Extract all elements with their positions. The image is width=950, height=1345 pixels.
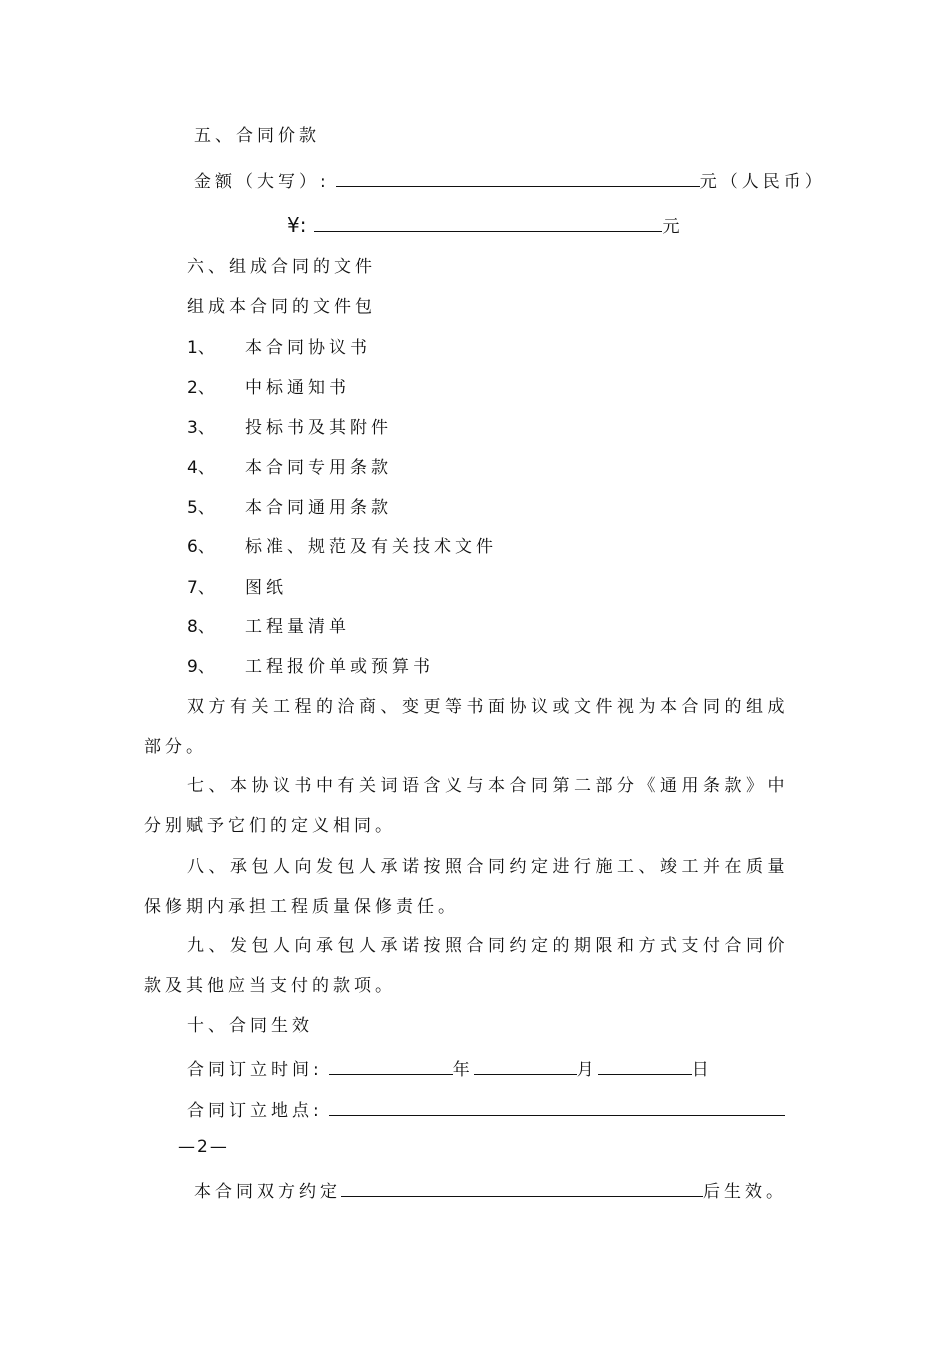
day-label: 日 — [691, 1060, 713, 1080]
yen-unit: 元 — [662, 217, 684, 237]
document-item: 4、 本合同专用条款 — [187, 458, 392, 478]
yen-symbol: ¥: — [287, 213, 307, 237]
section-10-heading: 十、合同生效 — [187, 1016, 313, 1036]
amount-unit: 元（人民币） — [699, 172, 826, 192]
month-blank — [474, 1054, 577, 1075]
document-item: 3、 投标书及其附件 — [187, 418, 392, 438]
document-item: 2、 中标通知书 — [187, 378, 350, 398]
clause-9-line1: 九、发包人向承包人承诺按照合同约定的期限和方式支付合同价 — [187, 936, 789, 956]
effective-blank — [341, 1176, 703, 1197]
clause-7-line2: 分别赋予它们的定义相同。 — [144, 816, 396, 836]
signing-place-line — [187, 1095, 785, 1122]
place-blank — [329, 1095, 785, 1116]
page-number: —2— — [178, 1137, 229, 1157]
document-item: 8、 工程量清单 — [187, 617, 350, 637]
effective-line — [194, 1176, 787, 1203]
document-item: 5、 本合同通用条款 — [187, 498, 392, 518]
clause-9-line2: 款及其他应当支付的款项。 — [144, 976, 396, 996]
document-item: 6、 标准、规范及有关技术文件 — [187, 537, 497, 557]
signing-time-line — [187, 1054, 713, 1081]
signing-time-label: 合同订立时间: — [187, 1060, 323, 1080]
clause-8-line1: 八、承包人向发包人承诺按照合同约定进行施工、竣工并在质量 — [187, 857, 789, 877]
effective-label: 本合同双方约定 — [194, 1182, 341, 1202]
section-5-heading: 五、合同价款 — [194, 126, 320, 146]
yen-blank — [314, 211, 662, 232]
clause-7-line1: 七、本协议书中有关词语含义与本合同第二部分《通用条款》中 — [187, 776, 789, 796]
day-blank — [598, 1054, 692, 1075]
year-blank — [329, 1054, 453, 1075]
yen-line — [287, 211, 683, 238]
document-item: 9、 工程报价单或预算书 — [187, 657, 434, 677]
signing-place-label: 合同订立地点: — [187, 1101, 323, 1121]
document-item: 7、 图纸 — [187, 578, 287, 598]
document-item: 1、 本合同协议书 — [187, 338, 371, 358]
amount-blank — [336, 166, 700, 187]
documents-note-line1: 双方有关工程的洽商、变更等书面协议或文件视为本合同的组成 — [187, 697, 789, 717]
month-label: 月 — [576, 1060, 598, 1080]
effective-suffix: 后生效。 — [703, 1182, 787, 1202]
year-label: 年 — [452, 1060, 474, 1080]
amount-line — [194, 166, 826, 193]
documents-intro: 组成本合同的文件包 — [187, 297, 376, 317]
clause-8-line2: 保修期内承担工程质量保修责任。 — [144, 897, 459, 917]
documents-note-line2: 部分。 — [144, 737, 207, 757]
amount-label: 金额（大写）: — [194, 172, 330, 192]
section-6-heading: 六、组成合同的文件 — [187, 257, 376, 277]
